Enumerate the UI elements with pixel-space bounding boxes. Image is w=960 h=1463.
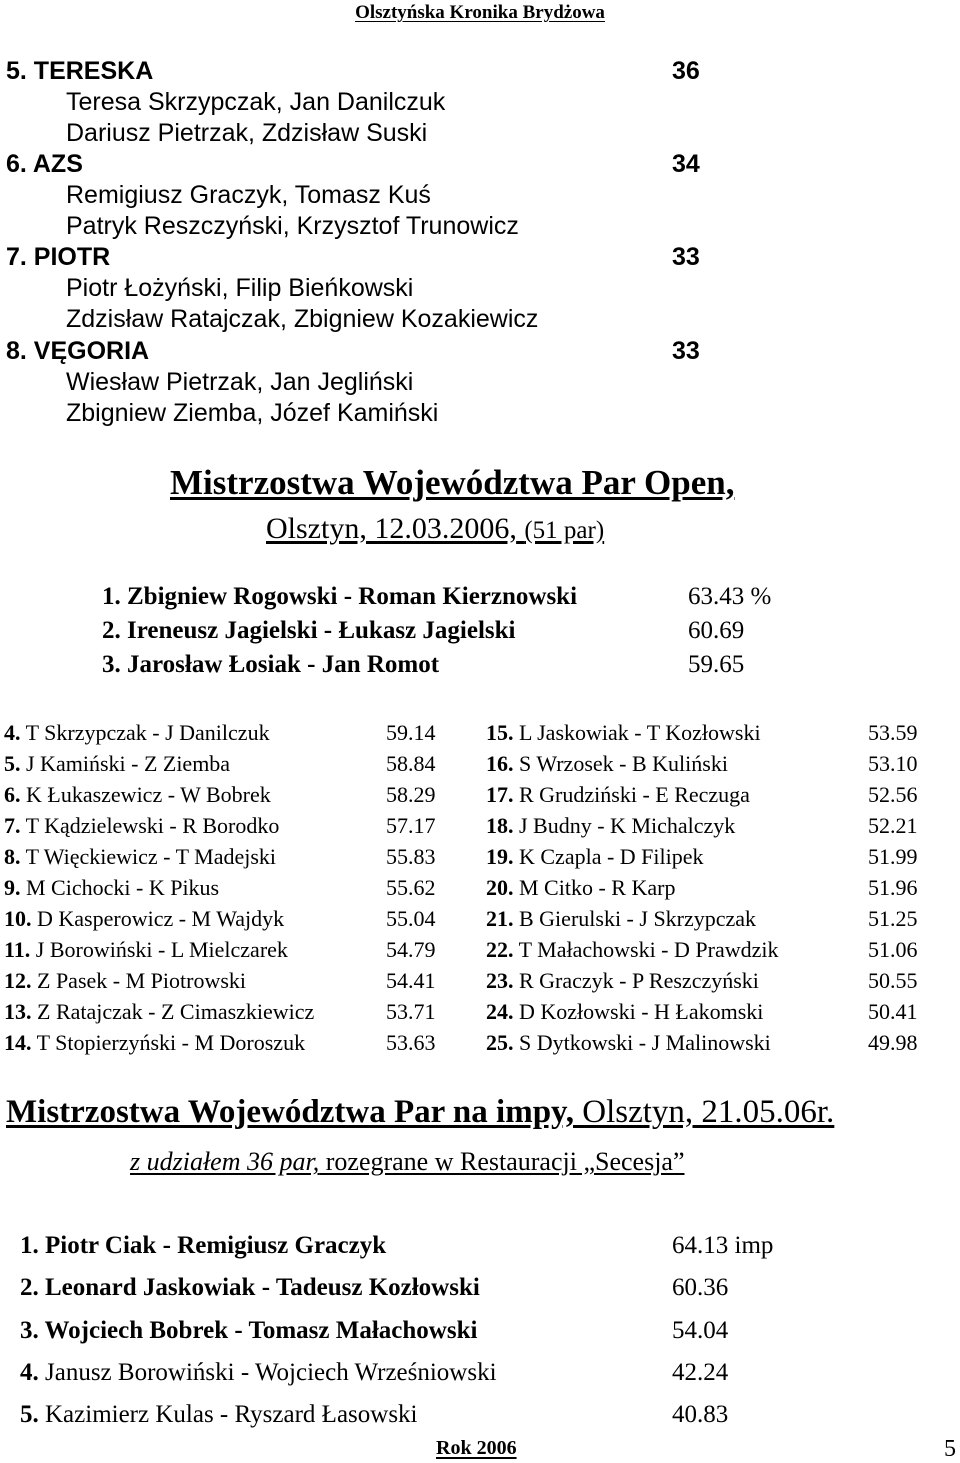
result-row bbox=[4, 844, 276, 870]
result-row bbox=[4, 813, 279, 839]
result-pair: M Cichocki - K Pikus bbox=[26, 875, 220, 900]
result-row bbox=[486, 782, 750, 808]
page-header bbox=[0, 2, 960, 24]
final-result-number: 5. bbox=[20, 1401, 39, 1428]
team-name: 6. AZS bbox=[6, 150, 83, 178]
result-row bbox=[486, 968, 759, 994]
final-result-score: 64.13 imp bbox=[672, 1232, 774, 1259]
result-score: 53.10 bbox=[868, 751, 918, 776]
result-name: 2. Ireneusz Jagielski - Łukasz Jagielski bbox=[102, 617, 516, 644]
result-pair: D Kasperowicz - M Wajdyk bbox=[37, 906, 285, 931]
result-score: 51.99 bbox=[868, 844, 918, 869]
result-score: 51.25 bbox=[868, 906, 918, 931]
result-score: 50.41 bbox=[868, 999, 918, 1024]
result-place: 18. bbox=[486, 813, 514, 838]
section-subtitle bbox=[266, 512, 604, 546]
result-pair: T Małachowski - D Prawdzik bbox=[518, 937, 779, 962]
result-row bbox=[486, 1030, 771, 1056]
result-row bbox=[486, 937, 778, 963]
result-row bbox=[486, 813, 735, 839]
result-pair: S Wrzosek - B Kuliński bbox=[519, 751, 728, 776]
result-score: 53.59 bbox=[868, 720, 918, 745]
result-pair: K Czapla - D Filipek bbox=[519, 844, 704, 869]
result-score: 63.43 % bbox=[688, 583, 772, 610]
result-score: 52.56 bbox=[868, 782, 918, 807]
result-place: 14. bbox=[4, 1030, 32, 1055]
page-number: 5 bbox=[944, 1436, 956, 1462]
result-score: 54.79 bbox=[386, 937, 436, 962]
result-pair: T Stopierzyński - M Doroszuk bbox=[36, 1030, 306, 1055]
result-pair: J Kamiński - Z Ziemba bbox=[26, 751, 231, 776]
result-place: 16. bbox=[486, 751, 514, 776]
footer-year: Rok 2006 bbox=[436, 1437, 517, 1459]
result-place: 17. bbox=[486, 782, 514, 807]
result-row bbox=[486, 875, 675, 901]
result-name: 1. Zbigniew Rogowski - Roman Kierznowski bbox=[102, 583, 578, 610]
team-member: Piotr Łożyński, Filip Bieńkowski bbox=[66, 274, 414, 302]
result-pair: T Skrzypczak - J Danilczuk bbox=[25, 720, 270, 745]
result-score: 49.98 bbox=[868, 1030, 918, 1055]
final-result-score: 60.36 bbox=[672, 1274, 729, 1301]
result-row bbox=[4, 875, 219, 901]
result-row bbox=[4, 999, 314, 1025]
team-name: 7. PIOTR bbox=[6, 243, 111, 271]
result-row bbox=[4, 937, 288, 963]
result-row bbox=[486, 844, 704, 870]
result-score: 53.71 bbox=[386, 999, 436, 1024]
team-member: Zbigniew Ziemba, Józef Kamiński bbox=[66, 399, 439, 427]
result-place: 20. bbox=[486, 875, 514, 900]
final-result-name: 2. Leonard Jaskowiak - Tadeusz Kozłowski bbox=[20, 1274, 480, 1301]
team-score: 34 bbox=[672, 150, 700, 178]
section2-subtitle-italic: z udziałem 36 par, bbox=[130, 1147, 320, 1176]
team-score: 36 bbox=[672, 57, 700, 85]
result-row bbox=[486, 999, 763, 1025]
result-pair: M Citko - R Karp bbox=[519, 875, 676, 900]
section-title: Mistrzostwa Województwa Par Open, bbox=[170, 463, 735, 502]
header-title: Olsztyńska Kronika Brydżowa bbox=[355, 2, 605, 23]
result-pair: Z Ratajczak - Z Cimaszkiewicz bbox=[37, 999, 315, 1024]
result-place: 5. bbox=[4, 751, 21, 776]
result-place: 7. bbox=[4, 813, 21, 838]
result-score: 59.14 bbox=[386, 720, 436, 745]
team-member: Wiesław Pietrzak, Jan Jegliński bbox=[66, 368, 414, 396]
result-score: 55.62 bbox=[386, 875, 436, 900]
result-score: 58.29 bbox=[386, 782, 436, 807]
result-pair: J Borowiński - L Mielczarek bbox=[35, 937, 288, 962]
result-place: 11. bbox=[4, 937, 31, 962]
result-place: 9. bbox=[4, 875, 21, 900]
team-member: Remigiusz Graczyk, Tomasz Kuś bbox=[66, 181, 431, 209]
result-score: 60.69 bbox=[688, 617, 745, 644]
result-place: 13. bbox=[4, 999, 32, 1024]
team-score: 33 bbox=[672, 243, 700, 271]
result-score: 52.21 bbox=[868, 813, 918, 838]
result-score: 50.55 bbox=[868, 968, 918, 993]
team-member: Zdzisław Ratajczak, Zbigniew Kozakiewicz bbox=[66, 305, 539, 333]
result-row bbox=[486, 906, 756, 932]
result-pair: T Więckiewicz - T Madejski bbox=[25, 844, 277, 869]
section-subtitle-text: Olsztyn, 12.03.2006, bbox=[266, 512, 517, 545]
result-score: 59.65 bbox=[688, 651, 745, 678]
section2-title-rest: Olsztyn, 21.05.06r. bbox=[573, 1094, 835, 1130]
result-score: 54.41 bbox=[386, 968, 436, 993]
result-place: 4. bbox=[4, 720, 21, 745]
result-place: 21. bbox=[486, 906, 514, 931]
result-score: 51.96 bbox=[868, 875, 918, 900]
result-row bbox=[4, 906, 284, 932]
final-result-row bbox=[20, 1359, 497, 1387]
final-result-score: 54.04 bbox=[672, 1317, 729, 1344]
result-place: 25. bbox=[486, 1030, 514, 1055]
final-result-name: 3. Wojciech Bobrek - Tomasz Małachowski bbox=[20, 1317, 478, 1344]
result-pair: R Graczyk - P Reszczyński bbox=[519, 968, 759, 993]
result-place: 12. bbox=[4, 968, 32, 993]
team-member: Patryk Reszczyński, Krzysztof Trunowicz bbox=[66, 212, 519, 240]
result-score: 51.06 bbox=[868, 937, 918, 962]
final-result-name: Kazimierz Kulas - Ryszard Łasowski bbox=[45, 1401, 418, 1428]
result-pair: B Gierulski - J Skrzypczak bbox=[519, 906, 757, 931]
result-pair: L Jaskowiak - T Kozłowski bbox=[519, 720, 761, 745]
result-row bbox=[4, 1030, 305, 1056]
result-place: 24. bbox=[486, 999, 514, 1024]
result-place: 8. bbox=[4, 844, 21, 869]
result-row bbox=[4, 782, 271, 808]
result-row bbox=[486, 720, 761, 746]
result-score: 53.63 bbox=[386, 1030, 436, 1055]
result-pair: S Dytkowski - J Malinowski bbox=[519, 1030, 771, 1055]
result-place: 15. bbox=[486, 720, 514, 745]
result-score: 55.83 bbox=[386, 844, 436, 869]
result-place: 19. bbox=[486, 844, 514, 869]
final-result-name: Janusz Borowiński - Wojciech Wrześniowski bbox=[45, 1359, 497, 1386]
final-result-row bbox=[20, 1401, 418, 1429]
final-result-name: 1. Piotr Ciak - Remigiusz Graczyk bbox=[20, 1232, 387, 1259]
result-pair: D Kozłowski - H Łakomski bbox=[519, 999, 764, 1024]
final-result-score: 40.83 bbox=[672, 1401, 729, 1428]
result-row bbox=[486, 751, 728, 777]
result-name: 3. Jarosław Łosiak - Jan Romot bbox=[102, 651, 440, 678]
result-score: 55.04 bbox=[386, 906, 436, 931]
result-score: 57.17 bbox=[386, 813, 436, 838]
section2-subtitle-rest: rozegrane w Restauracji „Secesja” bbox=[319, 1147, 685, 1176]
result-pair: K Łukaszewicz - W Bobrek bbox=[26, 782, 271, 807]
section2-subtitle bbox=[130, 1147, 685, 1177]
result-place: 22. bbox=[486, 937, 514, 962]
final-result-score: 42.24 bbox=[672, 1359, 729, 1386]
result-place: 10. bbox=[4, 906, 32, 931]
section-subtitle-small: (51 par) bbox=[524, 517, 605, 544]
result-row bbox=[4, 968, 246, 994]
section2-title-bold: Mistrzostwa Województwa Par na impy, bbox=[6, 1094, 574, 1130]
team-member: Dariusz Pietrzak, Zdzisław Suski bbox=[66, 119, 428, 147]
result-pair: J Budny - K Michalczyk bbox=[519, 813, 736, 838]
result-place: 6. bbox=[4, 782, 21, 807]
result-pair: R Grudziński - E Reczuga bbox=[519, 782, 750, 807]
result-place: 23. bbox=[486, 968, 514, 993]
team-name: 5. TERESKA bbox=[6, 57, 154, 85]
result-pair: Z Pasek - M Piotrowski bbox=[37, 968, 246, 993]
result-row bbox=[4, 751, 230, 777]
team-score: 33 bbox=[672, 337, 700, 365]
team-member: Teresa Skrzypczak, Jan Danilczuk bbox=[66, 88, 446, 116]
section2-title bbox=[6, 1094, 834, 1131]
result-pair: T Kądzielewski - R Borodko bbox=[25, 813, 280, 838]
final-result-number: 4. bbox=[20, 1359, 39, 1386]
result-row bbox=[4, 720, 270, 746]
team-name: 8. VĘGORIA bbox=[6, 337, 150, 365]
result-score: 58.84 bbox=[386, 751, 436, 776]
